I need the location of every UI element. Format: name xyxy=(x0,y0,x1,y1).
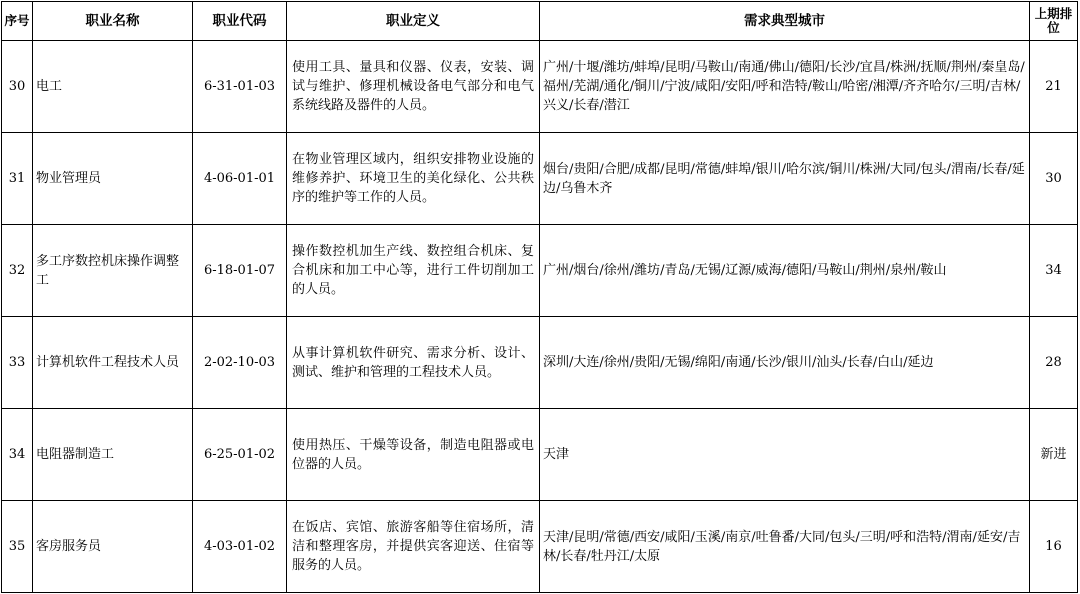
row-cities: 烟台/贵阳/合肥/成都/昆明/常德/蚌埠/银川/哈尔滨/铜川/株洲/大同/包头/渭南/长春/延边/乌鲁木齐 xyxy=(540,133,1030,225)
row-no: 30 xyxy=(2,41,33,133)
row-name: 客房服务员 xyxy=(33,501,193,593)
row-name: 多工序数控机床操作调整工 xyxy=(33,225,193,317)
row-name: 电工 xyxy=(33,41,193,133)
table-row xyxy=(2,317,1078,409)
row-no: 31 xyxy=(2,133,33,225)
table-row xyxy=(2,133,1078,225)
header-code: 职业代码 xyxy=(193,2,287,41)
row-definition: 从事计算机软件研究、需求分析、设计、测试、维护和管理的工程技术人员。 xyxy=(287,317,540,409)
table-row xyxy=(2,225,1078,317)
table-row xyxy=(2,501,1078,593)
header-definition: 职业定义 xyxy=(287,2,540,41)
row-name: 物业管理员 xyxy=(33,133,193,225)
row-cities: 天津/昆明/常德/西安/咸阳/玉溪/南京/吐鲁番/大同/包头/三明/呼和浩特/渭南/延安/吉林/长春/牡丹江/太原 xyxy=(540,501,1030,593)
occupation-demand-table xyxy=(1,1,1078,593)
row-code: 4-06-01-01 xyxy=(193,133,287,225)
row-no: 32 xyxy=(2,225,33,317)
row-prev-rank: 30 xyxy=(1030,133,1078,225)
table-row xyxy=(2,409,1078,501)
row-cities: 天津 xyxy=(540,409,1030,501)
row-no: 35 xyxy=(2,501,33,593)
header-no: 序号 xyxy=(2,2,33,41)
row-definition: 在饭店、宾馆、旅游客船等住宿场所，清洁和整理客房，并提供宾客迎送、住宿等服务的人员。 xyxy=(287,501,540,593)
row-definition: 使用热压、干燥等设备，制造电阻器或电位器的人员。 xyxy=(287,409,540,501)
row-definition: 操作数控机加生产线、数控组合机床、复合机床和加工中心等，进行工件切削加工的人员。 xyxy=(287,225,540,317)
header-name: 职业名称 xyxy=(33,2,193,41)
row-code: 6-18-01-07 xyxy=(193,225,287,317)
row-code: 6-25-01-02 xyxy=(193,409,287,501)
row-definition: 在物业管理区域内，组织安排物业设施的维修养护、环境卫生的美化绿化、公共秩序的维护等工作的人员。 xyxy=(287,133,540,225)
row-code: 6-31-01-03 xyxy=(193,41,287,133)
row-prev-rank: 28 xyxy=(1030,317,1078,409)
row-definition: 使用工具、量具和仪器、仪表，安装、调试与维护、修理机械设备电气部分和电气系统线路及器件的人员。 xyxy=(287,41,540,133)
row-no: 34 xyxy=(2,409,33,501)
row-cities: 深圳/大连/徐州/贵阳/无锡/绵阳/南通/长沙/银川/汕头/长春/白山/延边 xyxy=(540,317,1030,409)
header-prev-rank: 上期排位 xyxy=(1030,2,1078,41)
row-cities: 广州/十堰/潍坊/蚌埠/昆明/马鞍山/南通/佛山/德阳/长沙/宜昌/株洲/抚顺/荆州/秦皇岛/福州/芜湖/通化/铜川/宁波/咸阳/安阳/呼和浩特/鞍山/哈密/湘潭/齐齐哈尔/三明/吉林/兴义/长春/潜江 xyxy=(540,41,1030,133)
row-prev-rank: 21 xyxy=(1030,41,1078,133)
row-name: 计算机软件工程技术人员 xyxy=(33,317,193,409)
row-prev-rank: 16 xyxy=(1030,501,1078,593)
row-code: 2-02-10-03 xyxy=(193,317,287,409)
row-no: 33 xyxy=(2,317,33,409)
table-header-row xyxy=(2,2,1078,41)
header-cities: 需求典型城市 xyxy=(540,2,1030,41)
row-prev-rank: 新进 xyxy=(1030,409,1078,501)
row-code: 4-03-01-02 xyxy=(193,501,287,593)
row-name: 电阻器制造工 xyxy=(33,409,193,501)
row-cities: 广州/烟台/徐州/潍坊/青岛/无锡/辽源/威海/德阳/马鞍山/荆州/泉州/鞍山 xyxy=(540,225,1030,317)
table-row xyxy=(2,41,1078,133)
row-prev-rank: 34 xyxy=(1030,225,1078,317)
